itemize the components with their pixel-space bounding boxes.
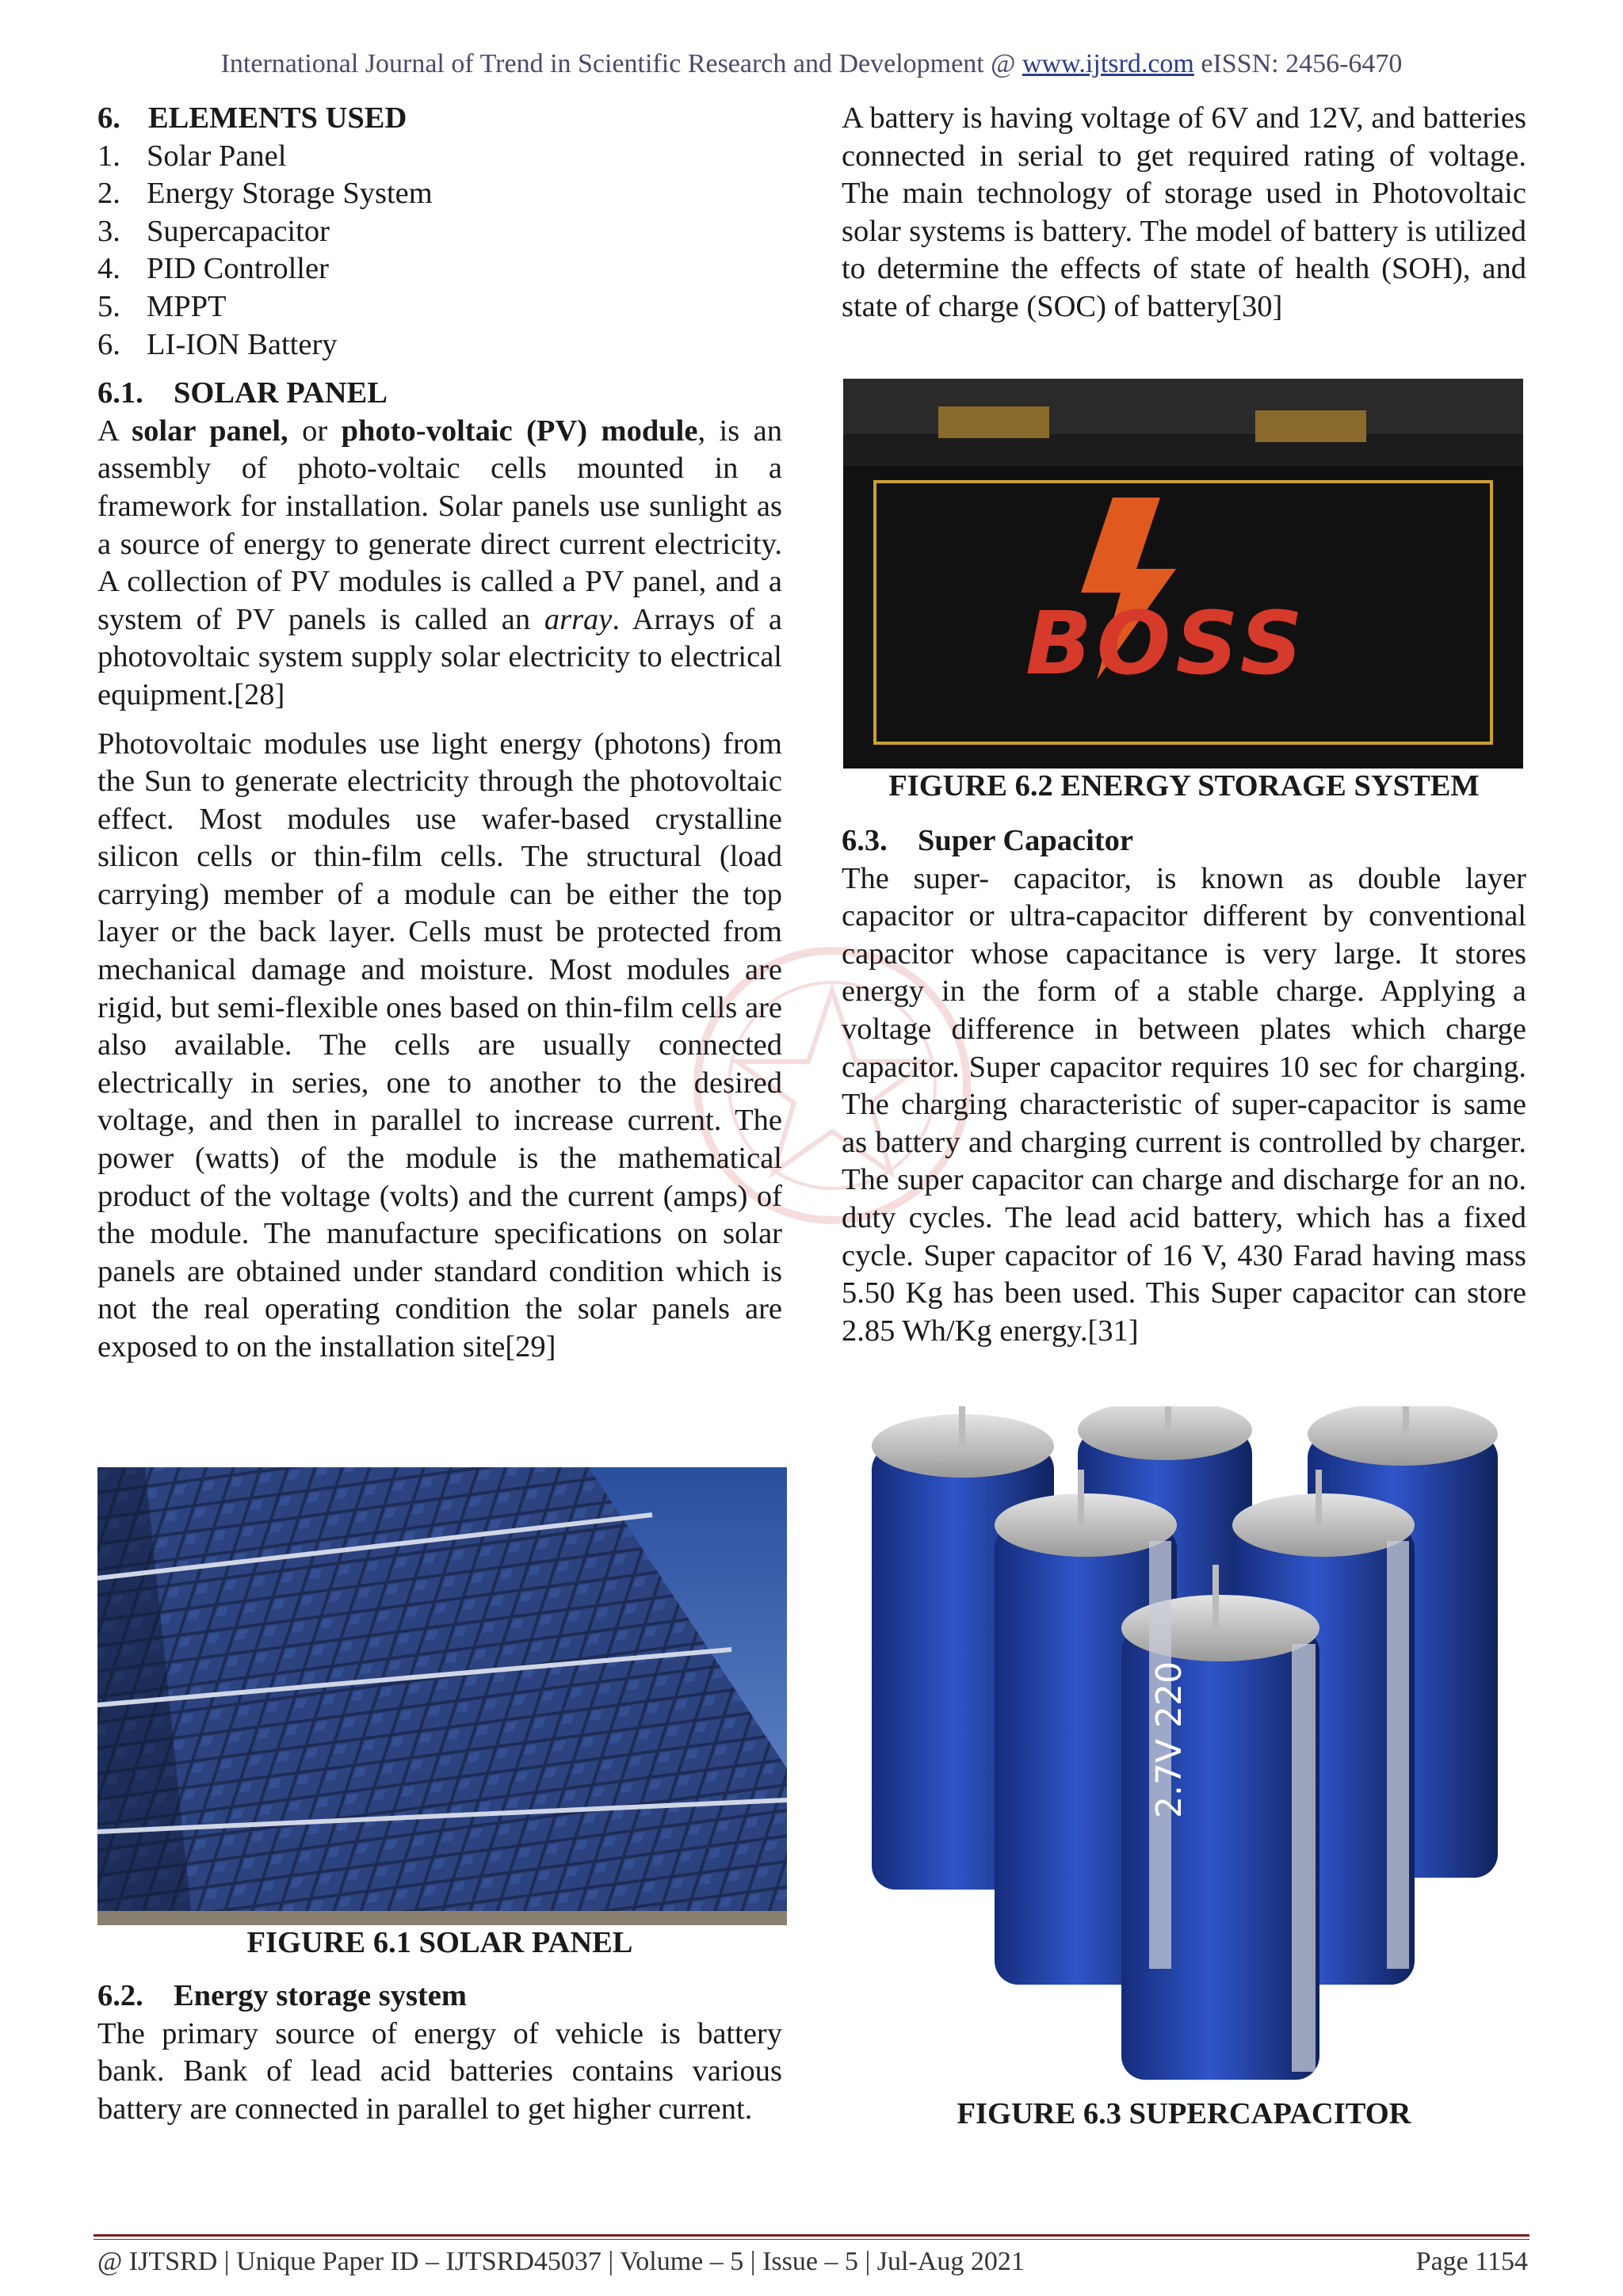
footer-rule-thin — [94, 2239, 1529, 2240]
journal-name: International Journal of Trend in Scientific Research and Development @ — [220, 49, 1016, 78]
running-footer — [97, 2247, 1528, 2277]
footer-rule — [94, 2234, 1529, 2237]
figure-6-3-caption: FIGURE 6.3 SUPERCAPACITOR — [957, 2097, 1411, 2130]
battery-brand-label: BOSS — [1025, 593, 1308, 694]
list-item: 5. MPPT — [97, 289, 227, 323]
section-heading-solar-panel: 6.1. SOLAR PANEL — [97, 376, 388, 410]
list-item: 6. LI-ION Battery — [97, 327, 338, 361]
figure-6-2-caption: FIGURE 6.2 ENERGY STORAGE SYSTEM — [888, 769, 1480, 803]
figure-6-1-caption: FIGURE 6.1 SOLAR PANEL — [246, 1926, 633, 1959]
list-item: 3. Supercapacitor — [97, 214, 330, 248]
section-heading-elements-used: 6. ELEMENTS USED — [97, 101, 407, 135]
battery-image — [843, 379, 1523, 769]
page-number: Page 1154 — [1415, 2247, 1528, 2276]
right-column-middle — [842, 822, 1526, 1350]
footer-citation: @ IJTSRD | Unique Paper ID – IJTSRD45037 | Volume – 5 | Issue – 5 | Jul-Aug 2021 — [97, 2247, 1025, 2276]
section-heading-super-capacitor: 6.3. Super Capacitor — [842, 824, 1134, 857]
journal-url-link[interactable]: www.ijtsrd.com — [1022, 49, 1194, 78]
paragraph-battery-bank: The primary source of energy of vehicle is battery bank. Bank of lead acid batteries contains various battery are connected in parallel to get higher current. — [97, 2016, 782, 2126]
elements-list — [97, 138, 782, 364]
running-header — [0, 49, 1623, 79]
left-column — [97, 100, 782, 1367]
left-column-bottom — [97, 1978, 782, 2128]
capacitor-rating-label: 2.7V 220 — [1149, 1661, 1190, 1818]
paragraph-solar-panel-definition: A solar panel, or photo-voltaic (PV) module, is an assembly of photo-voltaic cells mounted in a framework for installation. Solar panels use sunlight as a source of energy to generate direct current electricity. A collection of PV modules is called a PV panel, and a system of PV panels is called an array. Arrays of a photovoltaic system supply solar electricity to electrical equipment.[28] — [97, 414, 782, 711]
paragraph-photovoltaic-modules: Photovoltaic modules use light energy (photons) from the Sun to generate electricity through the photovoltaic effect. Most modules use wafer-based crystalline silicon cells or thin-film cells. The structural (load carrying) member of a module can be either the top layer or the back layer. Cells must be protected from mechanical damage and moisture. Most modules are rigid, but semi-flexible ones based on thin-film cells are also available. The cells are usually connected electrically in series, one to another to the desired voltage, and then in parallel to increase current. The power (watts) of the module is the mathematical product of the voltage (volts) and the current (amps) of the module. The manufacture specifications on solar panels are obtained under standard condition which is not the real operating condition the solar panels are exposed to on the installation site[29] — [97, 727, 782, 1363]
list-item: 2. Energy Storage System — [97, 177, 433, 211]
supercapacitor-image — [864, 1406, 1514, 2088]
solar-panel-image — [97, 1467, 787, 1925]
issn: eISSN: 2456-6470 — [1201, 49, 1403, 78]
list-item: 4. PID Controller — [97, 252, 329, 286]
list-item: 1. Solar Panel — [97, 139, 287, 173]
right-column-top — [842, 100, 1526, 326]
paragraph-super-capacitor: The super- capacitor, is known as double layer capacitor or ultra-capacitor different by conventional capacitor whose capacitance is very large. It stores energy in the form of a stable charge. Applying a voltage difference in between plates which charge capacitor. Super capacitor requires 10 sec for charging. The charging characteristic of super-capacitor is same as battery and charging current is controlled by charger. The super capacitor can charge and discharge for an no. duty cycles. The lead acid battery, which has a fixed cycle. Super capacitor of 16 V, 430 Farad having mass 5.50 Kg has been used. This Super capacitor can store 2.85 Wh/Kg energy.[31] — [842, 861, 1526, 1348]
paragraph-battery-voltage: A battery is having voltage of 6V and 12V, and batteries connected in serial to get required rating of voltage. The main technology of storage used in Photovoltaic solar systems is battery. The model of battery is utilized to determine the effects of state of health (SOH), and state of charge (SOC) of battery[30] — [842, 101, 1526, 323]
section-heading-energy-storage: 6.2. Energy storage system — [97, 1979, 467, 2012]
